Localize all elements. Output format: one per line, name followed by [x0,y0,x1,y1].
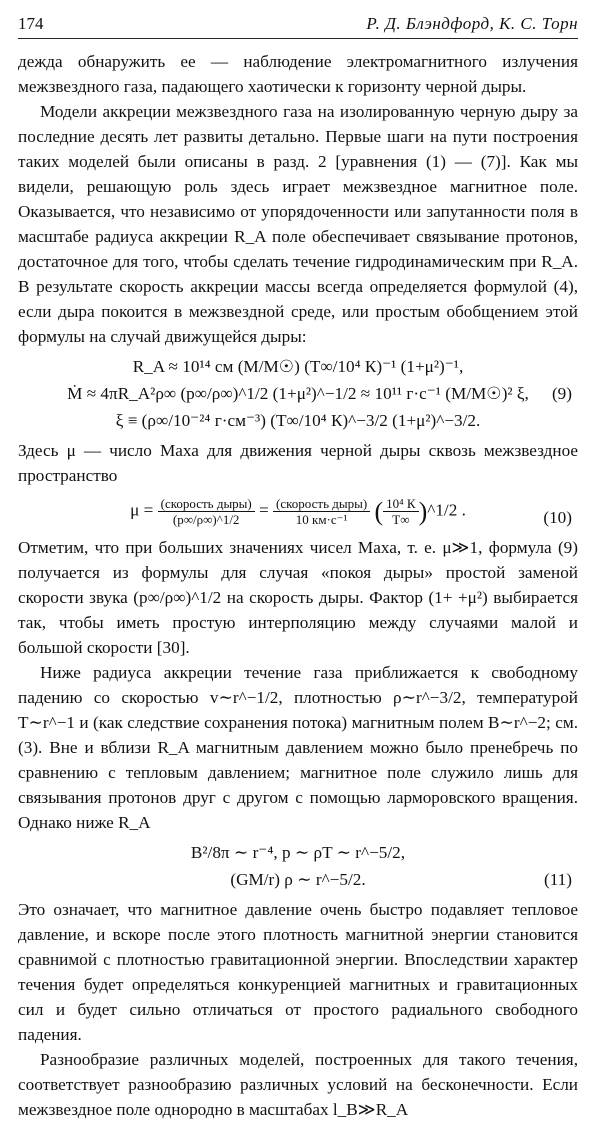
equation-line: R_A ≈ 10¹⁴ см (M/M☉) (T∞/10⁴ К)⁻¹ (1+μ²)⁻¹, [132,357,464,376]
fraction-numerator: (скорость дыры) [273,496,370,512]
paragraph: Ниже радиуса аккреции течение газа приближается к свободному падению со скоростью v∼r^−1/2, плотностью ρ∼r^−3/2, температурой T∼r^−1 и (как следствие сохранения потока) магнитным полем B∼r^−2; см. (3). Вне и вблизи R_A магнитным давлением можно было пренебречь по сравнению с тепловым давлением; магнитное поле служило лишь для связывания протонов друг с другом с помощью ларморовского вращения. Однако ниже R_A [18,663,578,832]
equation-line: B²/8π ∼ r⁻⁴, p ∼ ρT ∼ r^−5/2, [190,843,406,862]
equation-line: (GM/r) ρ ∼ r^−5/2. [230,870,366,889]
equation-number: (11) [544,870,572,889]
fraction-denominator: T∞ [392,512,410,527]
fraction [383,496,418,527]
equation-number: (9) [551,384,572,403]
fraction-numerator: 10⁴ К [383,496,418,512]
paragraph: Модели аккреции межзвездного газа на изолированную черную дыру за последние десять лет развиты детально. Первые шаги на пути построения таких моделей были описаны в разд. 2 [уравнения (1) — (7)]. Как мы видели, решающую роль здесь играет межзвездное магнитное поле. Оказывается, что независимо от упорядоченности или запутанности поля в масштабе радиуса аккреции R_A поле обеспечивает связывание протонов, достаточное для того, чтобы сделать течение гидродинамическим при R_A. В результате скорость аккреции массы всегда определяется формулой (4), если дыра покоится в межзвездной среде, или простым обобщением этой формулы на случай движущейся дыры: [18,102,578,346]
equation-11 [18,839,578,893]
fraction-denominator: (p∞/ρ∞)^1/2 [172,512,240,527]
fraction [158,496,255,527]
equation-equals: = [259,500,269,520]
equation-line: ξ ≡ (ρ∞/10⁻²⁴ г·см⁻³) (T∞/10⁴ К)^−3/2 (1+μ²)^−3/2. [115,411,481,430]
running-header [18,14,578,39]
exponent: ^1/2 . [427,500,466,520]
fraction-numerator: (скорость дыры) [158,496,255,512]
page-number: 174 [18,14,44,33]
paragraph: дежда обнаружить ее — наблюдение электромагнитного излучения межзвездного газа, падающего хаотически к горизонту черной дыры. [18,52,578,96]
equation-line: μ = $\frac{\text{(скорость дыры)}}{(p\infty/\rho\infty)\^{}1/2}$ = $\frac{\text{(скорость дыры)}}{\text{10 км·с⁻¹}}$ ( $\frac{\text{10⁴ К}}{T\infty}$ )^1/2 . [130,496,466,527]
body-text [18,49,578,1122]
paragraph: Разнообразие различных моделей, построенных для такого течения, соответствует разнообразию различных условий на бесконечности. Если межзвездное поле однородно в масштабах l_B≫R_A [18,1050,578,1119]
paragraph: Отметим, что при больших значениях чисел Маха, т. е. μ≫1, формула (9) получается из формулы для случая «покоя дыры» простой заменой скорости звука (p∞/ρ∞)^1/2 на скорость дыры. Фактор (1+ +μ²) выбирается так, чтобы иметь простую интерполяцию между случаями малой и большой скорости [30]. [18,538,578,657]
equation-9 [18,353,578,434]
paragraph: Это означает, что магнитное давление очень быстро подавляет тепловое давление, и вскоре после этого плотность магнитной энергии становится сравнимой с плотностью гравитационной энергии. Впоследствии характер течения будет определяться конкуренцией магнитных и гравитационных сил и будет сильно отличаться от простого радиального свободного падения. [18,900,578,1044]
equation-text: Ṁ ≈ 4πR_A²ρ∞ (p∞/ρ∞)^1/2 (1+μ²)^−1/2 ≈ 10¹¹ г·с⁻¹ (M/M☉)² ξ, [67,384,529,403]
paragraph: Здесь μ — число Маха для движения черной дыры сквозь межзвездное пространство [18,441,578,485]
fraction-denominator: 10 км·с⁻¹ [295,512,348,527]
equation-number: (10) [543,508,572,527]
equation-10 [18,496,578,527]
equation-line [18,380,578,407]
equation-lhs: μ = [130,500,154,520]
running-authors: Р. Д. Блэндфорд, К. С. Торн [366,14,578,33]
fraction [273,496,370,527]
